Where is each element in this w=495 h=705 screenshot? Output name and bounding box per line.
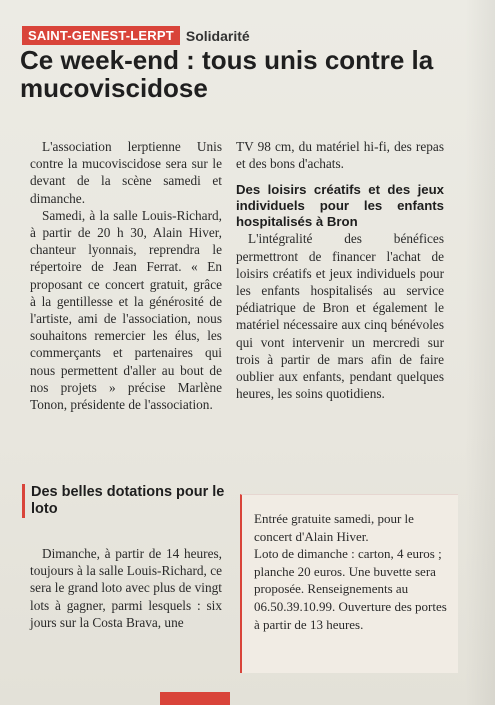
subhead-bron: Des loisirs créatifs et des jeux individuels pour les enfants hospitalisés à Bron: [236, 182, 444, 230]
article-paragraph-loto-continued: TV 98 cm, du matériel hi-fi, des repas et des bons d'achats.: [236, 139, 444, 172]
next-article-tab: [160, 692, 230, 705]
location-badge: SAINT-GENEST-LERPT: [22, 26, 180, 45]
info-box-text: [254, 510, 450, 633]
column-right: [236, 138, 444, 402]
article-paragraph-concert: Samedi, à la salle Louis-Richard, à partir de 20 h 30, Alain Hiver, chanteur lyonnais, reprendra le répertoire de Jean Ferrat. « En proposant ce concert gratuit, grâce à la gentillesse et la générosité de l'artiste, ami de l'association, nous souhaitons remercier les élus, les commerçants et partenaires qui nous permettent d'aller au bout de nos projets » précise Marlène Tonon, présidente de l'association.: [30, 207, 222, 413]
info-loto: Loto de dimanche : carton, 4 euros ; planche 20 euros. Une buvette sera proposée. Renseignements au 06.50.39.10.99. Ouverture des portes à partir de 13 heures.: [254, 546, 447, 632]
column-left-bottom: [30, 545, 222, 631]
article-paragraph-loto: Dimanche, à partir de 14 heures, toujours à la salle Louis-Richard, ce sera le grand loto avec plus de vingt lots à gagner, parmi lesquels : six jours sur la Costa Brava, une: [30, 546, 223, 630]
column-left: [30, 138, 222, 413]
subhead-loto: Des belles dotations pour le loto: [22, 484, 231, 518]
info-concert: Entrée gratuite samedi, pour le concert d'Alain Hiver.: [254, 511, 414, 544]
article-kicker: [22, 26, 250, 45]
rubric-label: Solidarité: [185, 27, 250, 44]
article-intro: L'association lerptienne Unis contre la mucoviscidose sera sur le devant de la scène samedi et dimanche.: [30, 139, 222, 206]
article-paragraph-bron: L'intégralité des bénéfices permettront de financer l'achat de loisirs créatifs et jeux individuels pour les enfants hospitalisés au service pédiatrique de Bron et également le matériel nécessaire aux cinq bénévoles qui vont intervenir un mercredi sur trois à partir de mars afin de faire oublier aux enfants, pendant quelques heures, les soins quotidiens.: [236, 231, 444, 402]
article-headline: Ce week-end : tous unis contre la mucoviscidose: [20, 45, 434, 103]
page-shadow: [465, 0, 495, 705]
